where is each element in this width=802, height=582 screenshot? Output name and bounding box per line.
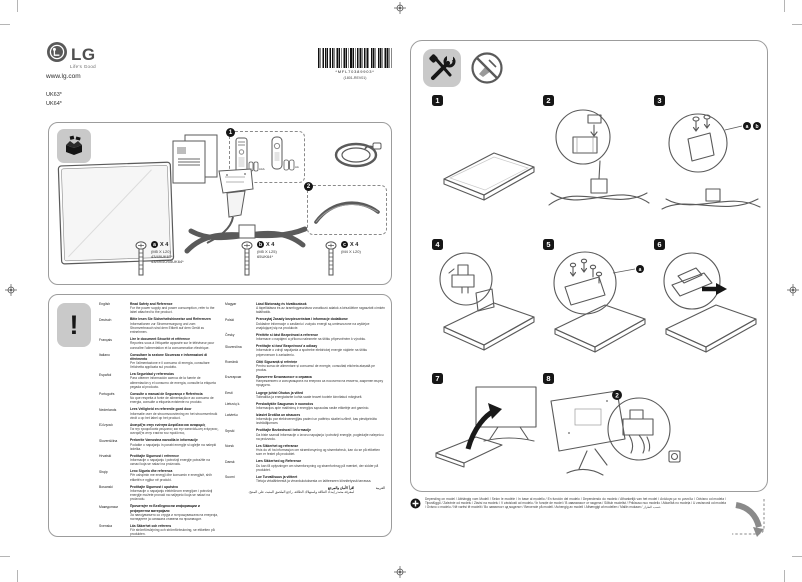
language-row xyxy=(99,353,219,370)
assembly-step-3 xyxy=(654,95,766,233)
screw-model: 43/49/50/55UK64* xyxy=(151,259,184,265)
language-name: Français xyxy=(99,337,113,342)
language-name: العربية xyxy=(375,486,385,491)
step-4-illustration xyxy=(432,249,544,369)
language-instruction: Read Safety and Reference For the power supply and power consumption, refer to the label attached to the product. xyxy=(130,302,215,315)
language-instruction: Lees Veiligheid en referentie goed door Informatie over de stroomvoorziening en het stroomverbruik vindt u op het label op het product. xyxy=(130,407,218,420)
step-number: 6 xyxy=(654,239,665,250)
language-row xyxy=(99,337,219,350)
step-1-illustration xyxy=(432,105,544,225)
language-row xyxy=(225,317,385,330)
battery-aaa-label: AAA xyxy=(259,167,265,171)
language-row xyxy=(99,454,219,467)
language-instruction: Přečtěte si část Bezpečnost a reference Informace o napájení a příkonu naleznete na štítku připevněném k výrobku. xyxy=(256,332,367,342)
screw-quantity: X 4 xyxy=(266,241,275,248)
screw-spec-group xyxy=(135,241,184,279)
language-name: Shqip xyxy=(99,469,108,474)
screw-icon xyxy=(241,241,253,279)
language-row xyxy=(99,438,219,451)
language-instruction: Lugege juhist Ohutus ja viited Toiteallika ja energiatarbe kohta saate teavet tootele kinnitatud märgiselt. xyxy=(256,390,363,399)
language-row xyxy=(99,504,219,521)
power-cable-illustration xyxy=(331,135,383,177)
registration-mark-icon xyxy=(394,566,406,578)
language-instruction: Lásd Biztonság és hivatkozások A tápellátásra és az áramfogyasztásra vonatkozó adatok a készülékre ragasztott címkén találhatók. xyxy=(256,302,386,315)
language-instruction: Bitte lesen Sie Sicherheitshinweise und Referenzen Informationen zur Stromversorgung und zum Stromverbrauch sind dem Etikett auf dem Gerät zu entnehmen. xyxy=(130,317,211,335)
step-number: 8 xyxy=(543,373,554,384)
language-row xyxy=(99,524,219,537)
unbox-icon xyxy=(57,129,91,163)
language-instruction: Citiți Siguranță și referințe Pentru sursa de alimentare și consumul de energie, consultați eticheta atașată pe produs. xyxy=(256,359,375,373)
model-list xyxy=(46,91,62,109)
barcode-revision: (1801-REV01) xyxy=(343,76,367,80)
crop-mark xyxy=(784,570,785,582)
step-2-illustration xyxy=(543,105,655,225)
language-instruction: Pročitajte Bezbednost i informacije Da biste saznali informacije o izvoru napajanja i potrošnji energije, pogledajte nalepnicu na proizvodu. xyxy=(256,428,384,441)
language-row xyxy=(225,475,385,483)
step-7-illustration xyxy=(432,383,544,493)
language-row xyxy=(99,423,219,436)
exclamation-icon: ! xyxy=(57,303,91,347)
screw-b-callout: b xyxy=(755,123,759,130)
language-row xyxy=(225,486,385,494)
language-row xyxy=(225,428,385,441)
screw-quantity: X 4 xyxy=(160,241,169,248)
language-column-left xyxy=(99,302,219,539)
language-instruction: Perskaitykite Saugumas ir nuorodos Informacijos apie maitinimą ir energijos sąnaudas rasite etiketėje ant gaminio. xyxy=(256,401,370,410)
language-name: Português xyxy=(99,392,115,397)
barcode xyxy=(318,48,392,80)
battery-aa-label: AA xyxy=(295,165,299,169)
note-text: Depending on model / Abhängig vom Modell / Selon le modèle / In base al modello / En función del modelo / Dependendo do modelo / Afhankelijk van het model / Ανάλογα με το μοντέλο / Odvisno od modela / Tipusfüggő / Zależnie od modelu / Závisí na modelu / V závislosti od modelu / În funcție de model / В зависимост от модела / Sõltub mudelist / Priklauso nuo modelio / Atkarībā no modeļa / U zavisnosti od modela / Ovisno o modelu / Në varësi të modelit / Во зависност од моделот / Beroende på modell / Avhengig av modell / Afhængigt af modellen / Mallin mukaan / حسب الطراز xyxy=(425,497,726,510)
cable-holder-illustration xyxy=(308,186,386,234)
language-row xyxy=(99,469,219,482)
language-name: Slovenčina xyxy=(225,344,242,349)
language-name: Eesti xyxy=(225,390,233,395)
language-instruction: Lea Seguridad y referencias Para obtener información acerca de la fuente de alimentación y el consumo de energía, consulte la etiqueta pegada al producto. xyxy=(130,372,216,389)
language-instruction: Прочетете Безопасност и справка Напрежението и консумацията на енергия са посочени на етикета, закрепен върху продукта. xyxy=(256,375,384,388)
language-name: Česky xyxy=(225,333,235,338)
language-instruction: Prečítajte si časť Bezpečnosť a odkazy Informácie o zdroji napájania a spotrebe elektrickej energie nájdete na štítku pripevnenom k zariadeniu. xyxy=(256,344,368,357)
screw-spec-text xyxy=(151,241,184,264)
language-instruction: Прочитајте ги Безбедносни информации и референтни материјали За напојувањето со струја и потрошувачката на енергија, погледнете ја ознаката ставена на производот. xyxy=(130,504,218,521)
assembly-step-7 xyxy=(432,373,544,511)
language-name: Norsk xyxy=(225,444,234,449)
language-row xyxy=(225,302,385,315)
language-instruction: Przeczytaj Zasady bezpieczeństwa i informacje dodatkowe Dokładne informacje o zasilaniu i zużyciu energii są umieszczone na wyklejce znajdującej się na produkcie. xyxy=(256,317,370,330)
screw-model: 65UK64* xyxy=(257,254,274,259)
assembly-panel xyxy=(410,40,768,492)
language-instruction: اقرأ الأمان والمرجع لمعرفة مصدر إمداد الطاقة واستهلاك الطاقة، راجع الملصق المثبت على المنتج. xyxy=(248,486,354,495)
no-tools-icon xyxy=(469,50,505,86)
language-instruction: Læs Sikkerhed og Reference Du kan få oplysninger om strømforsyning og strømforbrug på mærket, der sidder på produktet. xyxy=(256,459,379,472)
language-name: Polski xyxy=(225,317,235,322)
screw-size: (M4 X L20) xyxy=(341,249,361,254)
assembly-step-1 xyxy=(432,95,544,233)
assembly-step-4 xyxy=(432,239,544,377)
language-name: Български xyxy=(225,375,242,380)
step-number: 5 xyxy=(543,239,554,250)
language-name: Italiano xyxy=(99,352,110,357)
website-url: www.lg.com xyxy=(46,73,81,80)
language-name: Română xyxy=(225,359,238,364)
screw-spec-text xyxy=(341,241,361,254)
screw-icon xyxy=(135,241,147,279)
language-instruction: Consultare la sezione Sicurezza e informazioni di riferimento Per l'alimentazione e il consumo di energia, consultare l'etichetta applicata sul prodotto. xyxy=(130,352,210,370)
crop-mark xyxy=(0,556,10,557)
crop-mark xyxy=(0,24,10,25)
language-name: Srpski xyxy=(225,428,235,433)
lg-logo-icon xyxy=(46,41,68,63)
screw-spec-group xyxy=(325,241,361,279)
language-name: Lietuvių k. xyxy=(225,402,241,407)
crop-mark xyxy=(17,570,18,582)
screw-spec-text xyxy=(257,241,277,259)
language-instruction: Lexo Siguria dhe referenca Për ushqimin me energji dhe konsumin e energjisë, shih etiketën e ngjitur në produkt. xyxy=(130,469,212,482)
language-name: Slovenščina xyxy=(99,438,118,443)
language-row xyxy=(225,391,385,399)
screw-quantity: X 4 xyxy=(350,241,359,248)
language-row xyxy=(99,485,219,502)
model-name: UK64* xyxy=(46,100,62,107)
barcode-bars xyxy=(318,48,392,68)
brand-block xyxy=(46,41,96,69)
step-number: 4 xyxy=(432,239,443,250)
language-row xyxy=(225,333,385,341)
language-column-right xyxy=(225,302,385,497)
language-name: Deutsch xyxy=(99,317,112,322)
page-turn-icon xyxy=(730,497,766,537)
language-row xyxy=(99,392,219,405)
screw-letter-badge: a xyxy=(151,241,158,248)
language-instruction: Läs Säkerhet och referens För strömförsörjning och strömförbrukning, se etiketten på produkten. xyxy=(130,523,215,537)
registration-mark-icon xyxy=(787,284,799,296)
step-number: 3 xyxy=(654,95,665,106)
screw-icon xyxy=(325,241,337,279)
language-name: Ελληνικά xyxy=(99,423,113,428)
accessory-2-badge: 2 xyxy=(304,182,313,191)
model-dependency-note xyxy=(410,497,766,537)
language-row xyxy=(99,407,219,420)
language-row xyxy=(225,344,385,357)
language-name: Español xyxy=(99,372,112,377)
plus-circle-icon xyxy=(410,498,421,509)
crop-mark xyxy=(784,0,785,12)
screw-letter-badge: c xyxy=(341,241,348,248)
language-instruction: Preberite Varnostna navodila in informacije Podatke o napajanju in porabi energije si oglejte na nalepki izdelka. xyxy=(130,438,217,451)
cable-holder-accessory-box xyxy=(307,185,387,235)
language-instruction: Lire le document Sécurité et référence Reportez-vous à l'étiquette apposée sur le téléviseur pour connaître l'alimentation et la consommation électrique. xyxy=(130,337,215,350)
step-8-illustration xyxy=(543,383,693,493)
language-name: Magyar xyxy=(225,302,237,307)
screw-spec-group xyxy=(241,241,277,279)
screw-size: (M5 X L25) xyxy=(257,249,277,254)
step-6-illustration xyxy=(654,249,766,369)
language-name: Suomi xyxy=(225,475,235,480)
language-instruction: Pročitajte Sigurnost i reference Informacije o napajanju i potrošnji energije potražite na oznaci koja se nalazi na proizvodu. xyxy=(130,453,210,467)
step-number: 1 xyxy=(432,95,443,106)
language-instruction: Ανατρέξτε στην ενότητα Ασφάλεια και αναφορές Για την τροφοδοσία ρεύματος και την κατανάλωση ενέργειας, ανατρέξτε στην ετικέτα του προϊόντος. xyxy=(130,422,219,436)
logo-text: LG xyxy=(71,45,96,64)
crossed-tools-icon xyxy=(423,49,461,87)
cable-holder-callout: 2 xyxy=(615,392,619,400)
step-3-illustration xyxy=(654,105,766,225)
language-instruction: Izlasiet Drošība un atsauces Informāciju par elektroenerģijas padevi un patēriņu skatiet uzlīmē, kas piestiprināta izstrādājumam. xyxy=(256,412,377,426)
language-instruction: Lue Turvallisuus ja viitteet Tietoja virtalähteestä ja virrankulutuksesta on laitteeseen kiinnitetyssä tarrassa. xyxy=(256,474,372,483)
step-number: 7 xyxy=(432,373,443,384)
brand-tagline: Life's Good xyxy=(70,64,96,69)
language-name: Македонски xyxy=(99,504,118,509)
language-name: Svenska xyxy=(99,524,113,529)
screw-callout: a xyxy=(638,266,642,273)
language-row xyxy=(225,375,385,388)
screw-size: (M5 X L20) xyxy=(151,249,171,254)
language-row xyxy=(225,402,385,410)
registration-mark-icon xyxy=(5,284,17,296)
crop-mark xyxy=(17,0,18,12)
barcode-code: *MFL70389903* xyxy=(335,69,375,74)
language-row xyxy=(225,459,385,472)
crop-mark xyxy=(792,24,802,25)
language-name: Bosanski xyxy=(99,485,113,490)
accessories-box xyxy=(48,122,392,285)
language-name: Hrvatski xyxy=(99,454,112,459)
assembly-step-2 xyxy=(543,95,655,233)
step-5-illustration xyxy=(543,249,655,369)
language-row xyxy=(99,302,219,315)
assembly-step-8 xyxy=(543,373,655,511)
language-name: English xyxy=(99,302,111,307)
accessory-1-badge: 1 xyxy=(226,128,235,137)
language-name: Latviešu xyxy=(225,413,238,418)
language-instruction: Consulte o manual de Segurança e Referência No que respeita à fonte de alimentação e ao consumo de energia, consulte a etiqueta existente no produto. xyxy=(130,391,214,405)
screw-a-callout: a xyxy=(745,123,749,130)
assembly-step-6 xyxy=(654,239,766,377)
language-row xyxy=(225,413,385,426)
crop-mark xyxy=(792,556,802,557)
language-row xyxy=(99,317,219,334)
language-name: Dansk xyxy=(225,459,235,464)
language-row xyxy=(225,360,385,373)
registration-mark-icon xyxy=(394,2,406,14)
language-row xyxy=(225,444,385,457)
language-instruction: Pročitajte Sigurnost i uputstvo Informacije o napajanju električnom energijom i potrošnji energije možete pronaći na naljepnici koja se nalazi na proizvodu. xyxy=(130,484,213,502)
screw-model: 43/49UK63* xyxy=(151,254,173,259)
screw-letter-badge: b xyxy=(258,241,263,248)
language-table xyxy=(48,294,392,537)
model-name: UK63* xyxy=(46,92,62,98)
language-row xyxy=(99,372,219,389)
assembly-step-5 xyxy=(543,239,655,377)
language-instruction: Les Sikkerhet og referanse Hvis du vil ha informasjon om strømforsyning og strømforbruk, kan du se på etiketten som er festet på produktet. xyxy=(256,443,381,457)
language-name: Nederlands xyxy=(99,407,117,412)
step-number: 2 xyxy=(543,95,554,106)
